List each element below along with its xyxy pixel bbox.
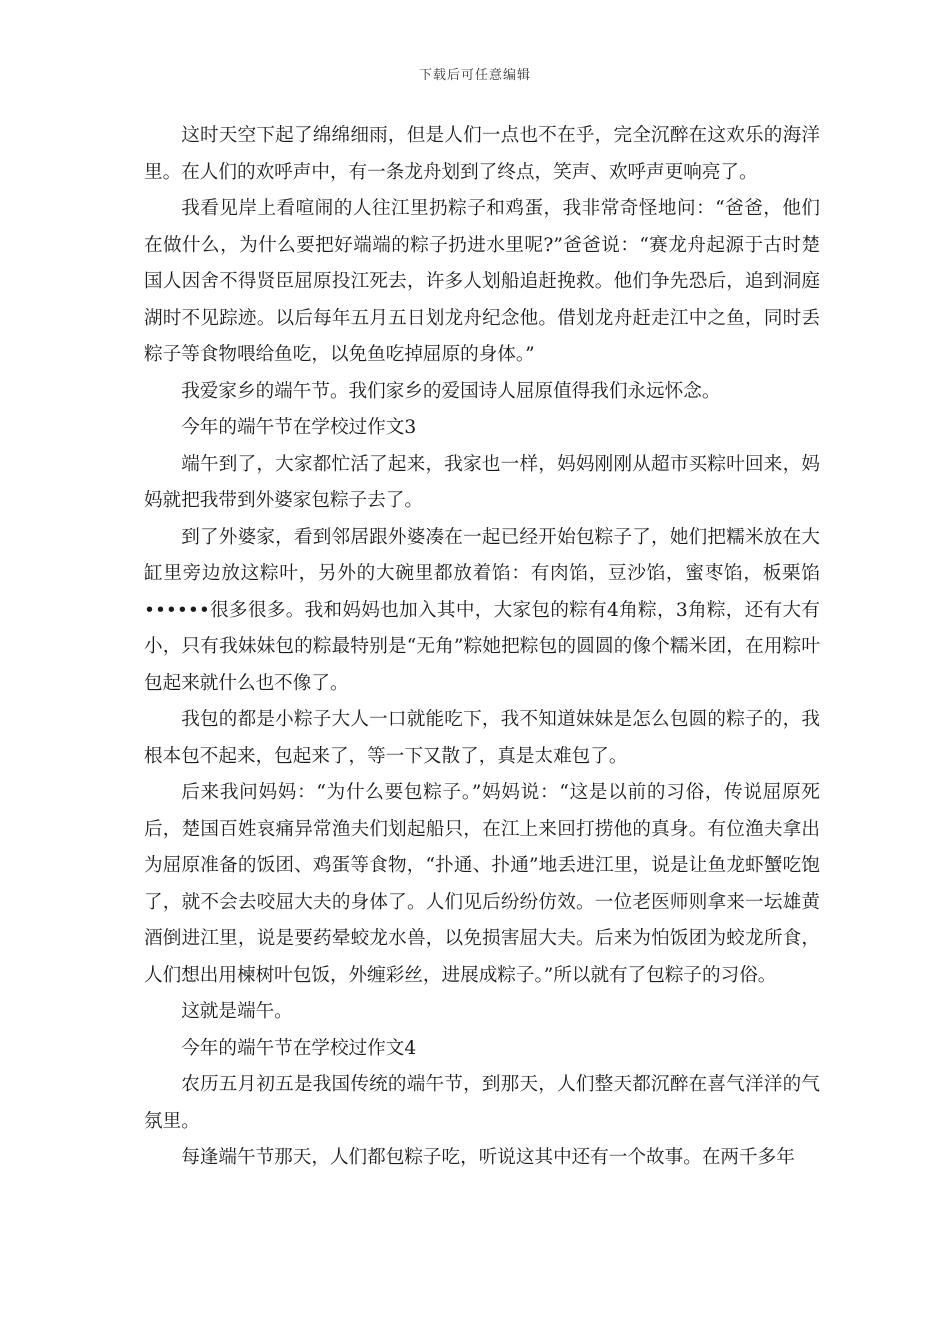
- paragraph: 这时天空下起了绵绵细雨，但是人们一点也不在乎，完全沉醉在这欢乐的海洋里。在人们的欢呼声中，有一条龙舟划到了终点，笑声、欢呼声更响亮了。: [144, 125, 820, 183]
- paragraph: 我爱家乡的端午节。我们家乡的爱国诗人屈原值得我们永远怀念。: [181, 380, 721, 402]
- paragraph: 这就是端午。: [181, 1001, 293, 1022]
- paragraph: 我包的都是小粽子大人一口就能吃下，我不知道妹妹是怎么包圆的粽子的，我根本包不起来，包起来了，等一下又散了，真是太难包了。: [144, 709, 820, 767]
- paragraph: 我看见岸上看喧闹的人往江里扔粽子和鸡蛋，我非常奇怪地问：“爸爸，他们在做什么，为什么要把好端端的粽子扔进水里呢?”爸爸说：“赛龙舟起源于古时楚国人因舍不得贤臣屈原投江死去，许多人划船追赶挽救。他们争先恐后，追到洞庭湖时不见踪迹。以后每年五月五日划龙舟纪念他。借划龙舟赶走江中之鱼，同时丢粽子等食物喂给鱼吃，以免鱼吃掉屈原的身体。”: [144, 198, 820, 365]
- paragraph: 到了外婆家，看到邻居跟外婆凑在一起已经开始包粽子了，她们把糯米放在大缸里旁边放这粽叶，另外的大碗里都放着馅：有肉馅，豆沙馅，蜜枣馅，板栗馅••••••很多很多。我和妈妈也加入其中，大家包的粽有4角粽，3角粽，还有大有小，只有我妹妹包的粽最特别是“无角”粽她把粽包的圆圆的像个糯米团，在用粽叶包起来就什么也不像了。: [144, 526, 820, 694]
- paragraph: 每逢端午节那天，人们都包粽子吃，听说这其中还有一个故事。在两千多年: [181, 1147, 795, 1168]
- document-body: [144, 118, 820, 1177]
- paragraph: 端午到了，大家都忙活了起来，我家也一样，妈妈刚刚从超市买粽叶回来，妈妈就把我带到外婆家包粽子去了。: [144, 453, 820, 511]
- section-heading: 今年的端午节在学校过作文3: [181, 417, 417, 438]
- paragraph: 后来我问妈妈：“为什么要包粽子。”妈妈说：“这是以前的习俗，传说屈原死后，楚国百姓哀痛异常渔夫们划起船只，在江上来回打捞他的真身。有位渔夫拿出为屈原准备的饭团、鸡蛋等食物，“扑通、扑通”地丢进江里，说是让鱼龙虾蟹吃饱了，就不会去咬屈大夫的身体了。人们见后纷纷仿效。一位老医师则拿来一坛雄黄酒倒进江里，说是要药晕蛟龙水兽，以免损害屈大夫。后来为怕饭团为蛟龙所食，人们想出用楝树叶包饭，外缠彩丝，进展成粽子。”所以就有了包粽子的习俗。: [144, 782, 820, 986]
- paragraph: 农历五月初五是我国传统的端午节，到那天，人们整天都沉醉在喜气洋洋的气氛里。: [144, 1074, 820, 1132]
- section-heading: 今年的端午节在学校过作文4: [181, 1037, 417, 1059]
- page-header: 下载后可任意编辑: [418, 68, 531, 83]
